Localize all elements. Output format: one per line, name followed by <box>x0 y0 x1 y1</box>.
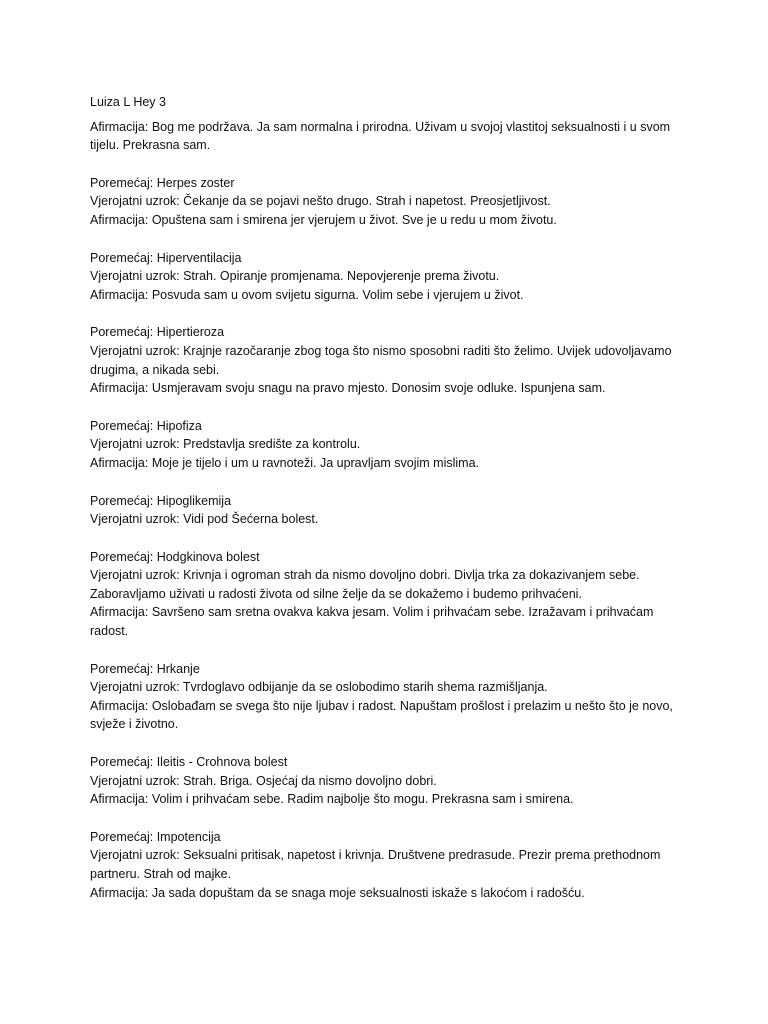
entry-disorder: Poremećaj: Impotencija <box>90 829 221 844</box>
entry-affirmation: Afirmacija: Opuštena sam i smirena jer vjerujem u život. Sve je u redu u mom životu. <box>90 212 557 227</box>
entry-cause: Vjerojatni uzrok: Čekanje da se pojavi nešto drugo. Strah i napetost. Preosjetljivost. <box>90 194 551 209</box>
entry-hipertieroza <box>90 323 680 397</box>
entry-affirmation: Afirmacija: Oslobađam se svega što nije ljubav i radost. Napuštam prošlost i prelazim u nešto što je novo, svježe i životno. <box>90 698 673 732</box>
entry-affirmation: Afirmacija: Ja sada dopuštam da se snaga moje seksualnosti iskaže s lakoćom i radošću. <box>90 885 585 900</box>
entry-cause: Vjerojatni uzrok: Predstavlja središte za kontrolu. <box>90 437 361 452</box>
entry-hiperventilacija <box>90 249 680 305</box>
entry-cause: Vjerojatni uzrok: Krivnja i ogroman strah da nismo dovoljno dobri. Divlja trka za dokazivanjem sebe. Zaboravljamo uživati u radosti života od silne želje da se dokažemo i budemo prihvaćeni. <box>90 568 640 601</box>
entry-hodgkinova-bolest <box>90 548 680 641</box>
entry-cause: Vjerojatni uzrok: Strah. Opiranje promjenama. Nepovjerenje prema životu. <box>90 269 500 284</box>
entry-affirmation: Afirmacija: Volim i prihvaćam sebe. Radim najbolje što mogu. Prekrasna sam i smirena. <box>90 792 574 807</box>
entry-disorder: Poremećaj: Hipoglikemija <box>90 493 232 508</box>
entry-impotencija <box>90 828 680 902</box>
entry-cause: Vjerojatni uzrok: Vidi pod Šećerna bolest. <box>90 512 319 527</box>
entry-hipoglikemija <box>90 492 680 529</box>
entry-disorder: Poremećaj: Hiperventilacija <box>90 250 242 265</box>
entry-disorder: Poremećaj: Hipertieroza <box>90 325 225 340</box>
entry-disorder: Poremećaj: Hodgkinova bolest <box>90 549 260 564</box>
entry-hrkanje <box>90 660 680 734</box>
entry-disorder: Poremećaj: Hrkanje <box>90 661 200 676</box>
entry-ileitis-crohnova-bolest <box>90 753 680 809</box>
entry-affirmation: Afirmacija: Savršeno sam sretna ovakva kakva jesam. Volim i prihvaćam sebe. Izražavam i prihvaćam radost. <box>90 605 654 639</box>
document-page <box>90 93 680 921</box>
entry-affirmation: Afirmacija: Moje je tijelo i um u ravnoteži. Ja upravljam svojim mislima. <box>90 455 480 470</box>
entry-disorder: Poremećaj: Ileitis - Crohnova bolest <box>90 755 288 770</box>
entry-herpes-zoster <box>90 174 680 230</box>
entry-disorder: Poremećaj: Hipofiza <box>90 418 202 433</box>
entry-hipofiza <box>90 417 680 473</box>
entry-disorder: Poremećaj: Herpes zoster <box>90 175 235 190</box>
entry-cause: Vjerojatni uzrok: Tvrdoglavo odbijanje da se oslobodimo starih shema razmišljanja. <box>90 680 548 695</box>
intro-affirmation: Afirmacija: Bog me podržava. Ja sam normalna i prirodna. Uživam u svojoj vlastitoj seksualnosti i u svom tijelu. Prekrasna sam. <box>90 119 671 153</box>
entry-cause: Vjerojatni uzrok: Strah. Briga. Osjećaj da nismo dovoljno dobri. <box>90 773 437 788</box>
entry-cause: Vjerojatni uzrok: Krajnje razočaranje zbog toga što nismo sposobni raditi što želimo. Uvijek udovoljavamo drugima, a nikada sebi. <box>90 343 672 377</box>
entry-cause: Vjerojatni uzrok: Seksualni pritisak, napetost i krivnja. Društvene predrasude. Prezir prema prethodnom partneru. Strah od majke. <box>90 848 661 881</box>
document-title: Luiza L Hey 3 <box>90 95 166 109</box>
entry-affirmation: Afirmacija: Usmjeravam svoju snagu na pravo mjesto. Donosim svoje odluke. Ispunjena sam. <box>90 381 606 396</box>
entry-affirmation: Afirmacija: Posvuda sam u ovom svijetu sigurna. Volim sebe i vjerujem u život. <box>90 287 524 302</box>
